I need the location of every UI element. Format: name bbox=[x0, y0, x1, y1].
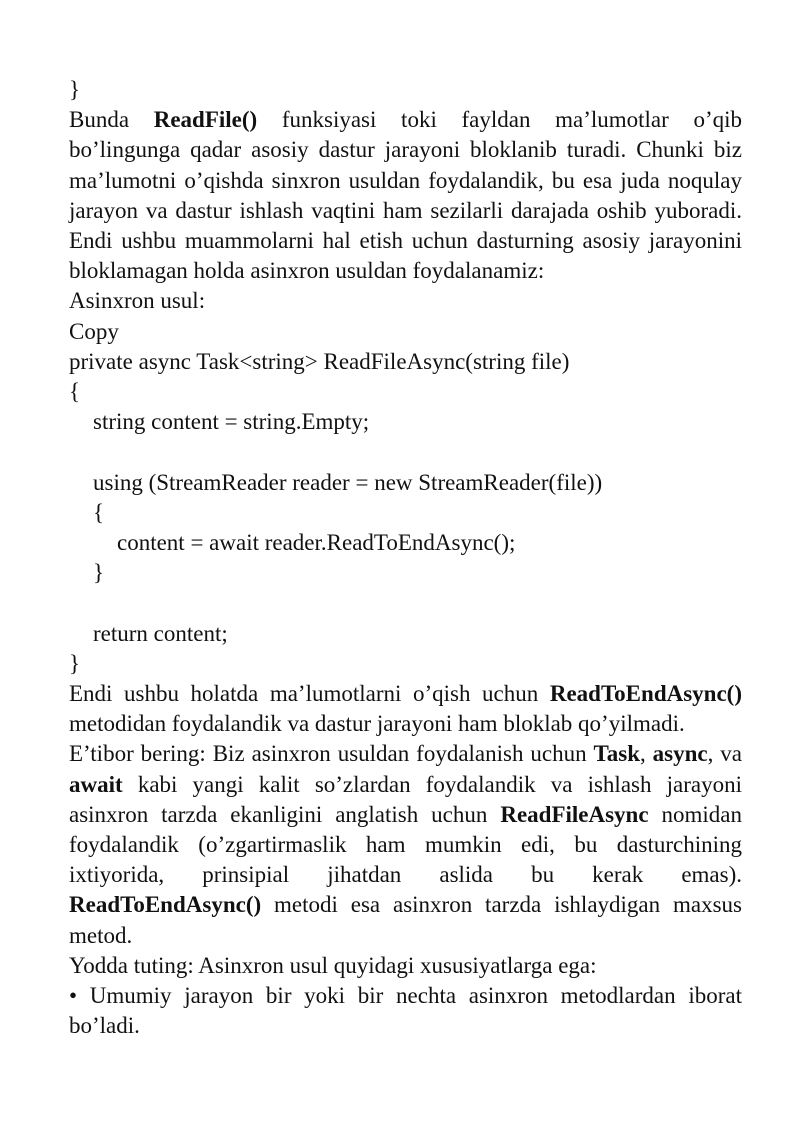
p1-text-c: funksiyasi toki fayldan ma’lumotlar o’qib bo’lingunga qadar asosiy dastur jarayoni bloklanib turadi. Chunki biz ma’lumotni o’qishda sinxron usuldan foydalandik, bu esa juda noqulay jarayon va dastur ishlash vaqtini ham sezilarli darajada oshib yuboradi. Endi ushbu muammolarni hal etish uchun dasturning asosiy jarayonini bloklamagan holda asinxron usuldan foydalanamiz: bbox=[69, 107, 742, 284]
p3-text-1: E’tibor bering: Biz asinxron usuldan foydalanish uchun bbox=[69, 741, 594, 767]
p3-bold-readfileasync: ReadFileAsync bbox=[500, 801, 649, 827]
copy-label: Copy bbox=[69, 318, 119, 344]
bullet-item-1: • Umumiy jarayon bir yoki bir nechta asinxron metodlardan iborat bo’ladi. bbox=[69, 983, 742, 1039]
p3-bold-await: await bbox=[69, 771, 123, 797]
p3-text-4: kabi yangi kalit so’zlardan foydalandik va ishlash jarayoni asinxron tarzda ekanligini anglatish uchun bbox=[69, 771, 742, 827]
closing-brace-top: } bbox=[69, 77, 81, 102]
code-close-brace: } bbox=[69, 650, 81, 676]
code-using-line: using (StreamReader reader = new StreamReader(file)) bbox=[93, 469, 603, 495]
p2-text-a: Endi ushbu holatda ma’lumotlarni o’qish uchun bbox=[69, 681, 550, 707]
code-blank-line bbox=[69, 437, 742, 467]
p3-bold-readtoendasync: ReadToEndAsync() bbox=[69, 892, 262, 918]
paragraph-readfile-blocking bbox=[69, 105, 742, 286]
paragraph-remember: Yodda tuting: Asinxron usul quyidagi xususiyatlarga ega: bbox=[69, 952, 597, 978]
p3-bold-task: Task bbox=[593, 741, 640, 767]
code-blank-line bbox=[69, 588, 742, 618]
async-heading: Asinxron usul: bbox=[69, 288, 206, 314]
p3-text-2: , bbox=[640, 741, 653, 767]
paragraph-readtoendasync bbox=[69, 679, 742, 739]
code-inner-close-brace: } bbox=[93, 560, 105, 586]
p1-text-a: Bunda bbox=[69, 107, 154, 133]
code-block bbox=[69, 347, 742, 679]
p2-bold-readtoendasync: ReadToEndAsync() bbox=[549, 681, 742, 707]
paragraph-attention bbox=[69, 739, 742, 950]
p3-text-3: , va bbox=[707, 741, 743, 767]
p1-bold-readfile: ReadFile() bbox=[153, 107, 258, 133]
code-inner-open-brace: { bbox=[93, 499, 105, 525]
code-declaration: string content = string.Empty; bbox=[93, 409, 370, 435]
code-signature: private async Task<string> ReadFileAsync(string file) bbox=[69, 348, 570, 374]
p3-text-6: metodi esa asinxron tarzda ishlaydigan maxsus metod. bbox=[69, 892, 742, 948]
code-return-line: return content; bbox=[93, 620, 228, 646]
p3-bold-async: async bbox=[652, 741, 708, 767]
p3-text-5: nomidan foydalandik (o’zgartirmaslik ham mumkin edi, bu dasturchining ixtiyorida, prinsipial jihatdan aslida bu kerak emas). bbox=[69, 801, 742, 888]
code-await-line: content = await reader.ReadToEndAsync(); bbox=[117, 530, 516, 556]
p2-text-c: metodidan foydalandik va dastur jarayoni ham bloklab qo’yilmadi. bbox=[69, 711, 685, 737]
code-open-brace: { bbox=[69, 379, 81, 405]
